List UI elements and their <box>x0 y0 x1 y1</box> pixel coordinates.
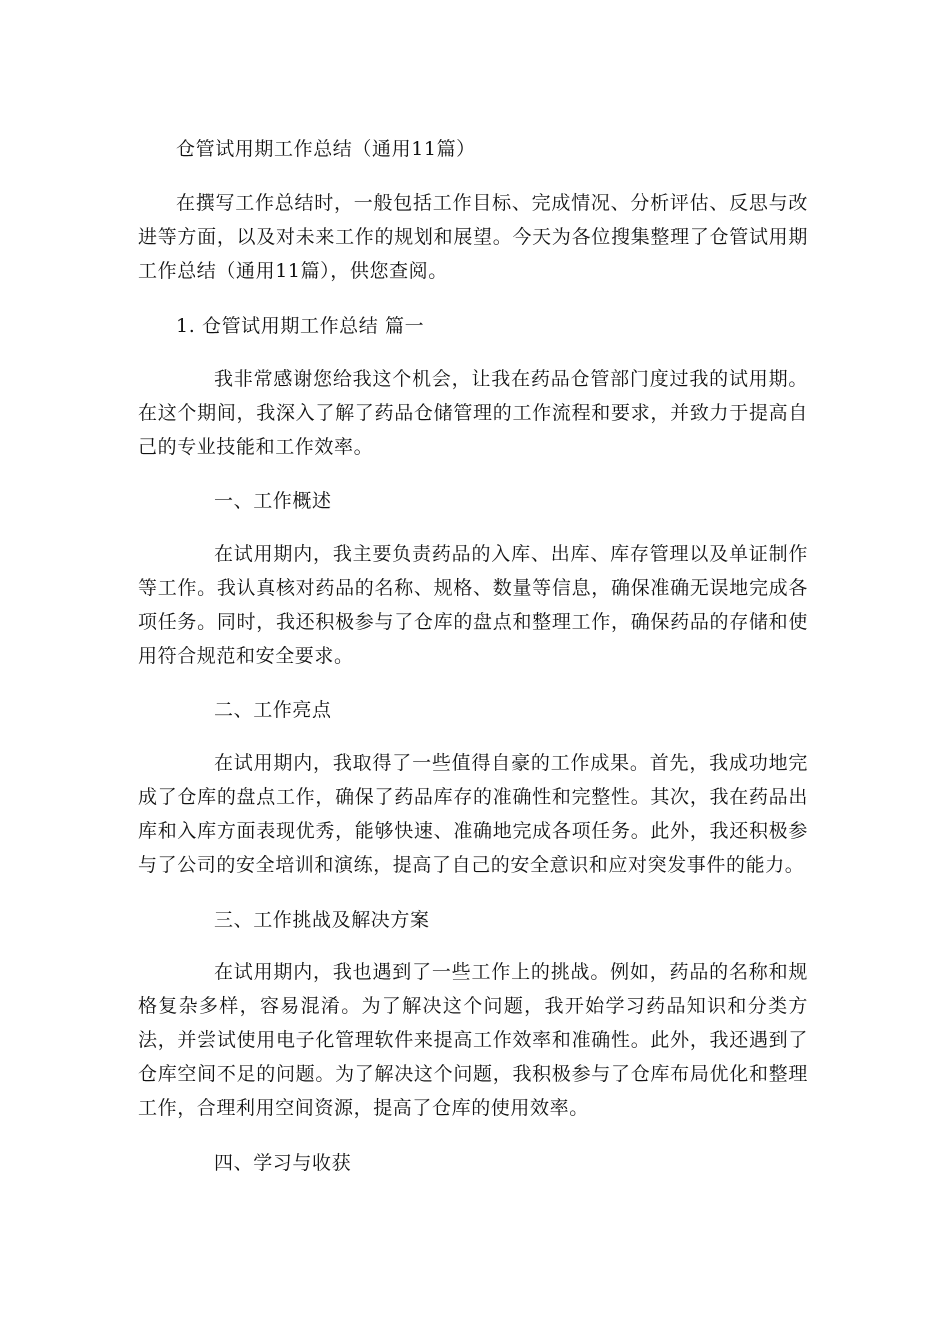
section-heading-overview: 一、工作概述 <box>214 490 332 512</box>
article-heading: 1. 仓管试用期工作总结 篇一 <box>176 315 425 337</box>
section-paragraph-challenges: 在试用期内，我也遇到了一些工作上的挑战。例如，药品的名称和规格复杂多样，容易混淆。为了解决这个问题，我开始学习药品知识和分类方法，并尝试使用电子化管理软件来提高工作效率和准确性。此外，我还遇到了仓库空间不足的问题。为了解决这个问题，我积极参与了仓库布局优化和整理工作，合理利用空间资源，提高了仓库的使用效率。 <box>138 961 808 1119</box>
section-paragraph-overview: 在试用期内，我主要负责药品的入库、出库、库存管理以及单证制作等工作。我认真核对药品的名称、规格、数量等信息，确保准确无误地完成各项任务。同时，我还积极参与了仓库的盘点和整理工作，确保药品的存储和使用符合规范和安全要求。 <box>138 543 808 667</box>
intro-paragraph: 在撰写工作总结时，一般包括工作目标、完成情况、分析评估、反思与改进等方面，以及对未来工作的规划和展望。今天为各位搜集整理了仓管试用期工作总结（通用11篇），供您查阅。 <box>138 192 808 282</box>
section-heading-challenges: 三、工作挑战及解决方案 <box>214 909 430 931</box>
opening-paragraph: 我非常感谢您给我这个机会，让我在药品仓管部门度过我的试用期。在这个期间，我深入了解了药品仓储管理的工作流程和要求，并致力于提高自己的专业技能和工作效率。 <box>138 368 808 458</box>
section-heading-highlights: 二、工作亮点 <box>214 699 332 721</box>
section-paragraph-highlights: 在试用期内，我取得了一些值得自豪的工作成果。首先，我成功地完成了仓库的盘点工作，确保了药品库存的准确性和完整性。其次，我在药品出库和入库方面表现优秀，能够快速、准确地完成各项任务。此外，我还积极参与了公司的安全培训和演练，提高了自己的安全意识和应对突发事件的能力。 <box>138 752 808 876</box>
document-title: 仓管试用期工作总结（通用11篇） <box>176 138 476 160</box>
section-heading-learning: 四、学习与收获 <box>214 1152 352 1174</box>
